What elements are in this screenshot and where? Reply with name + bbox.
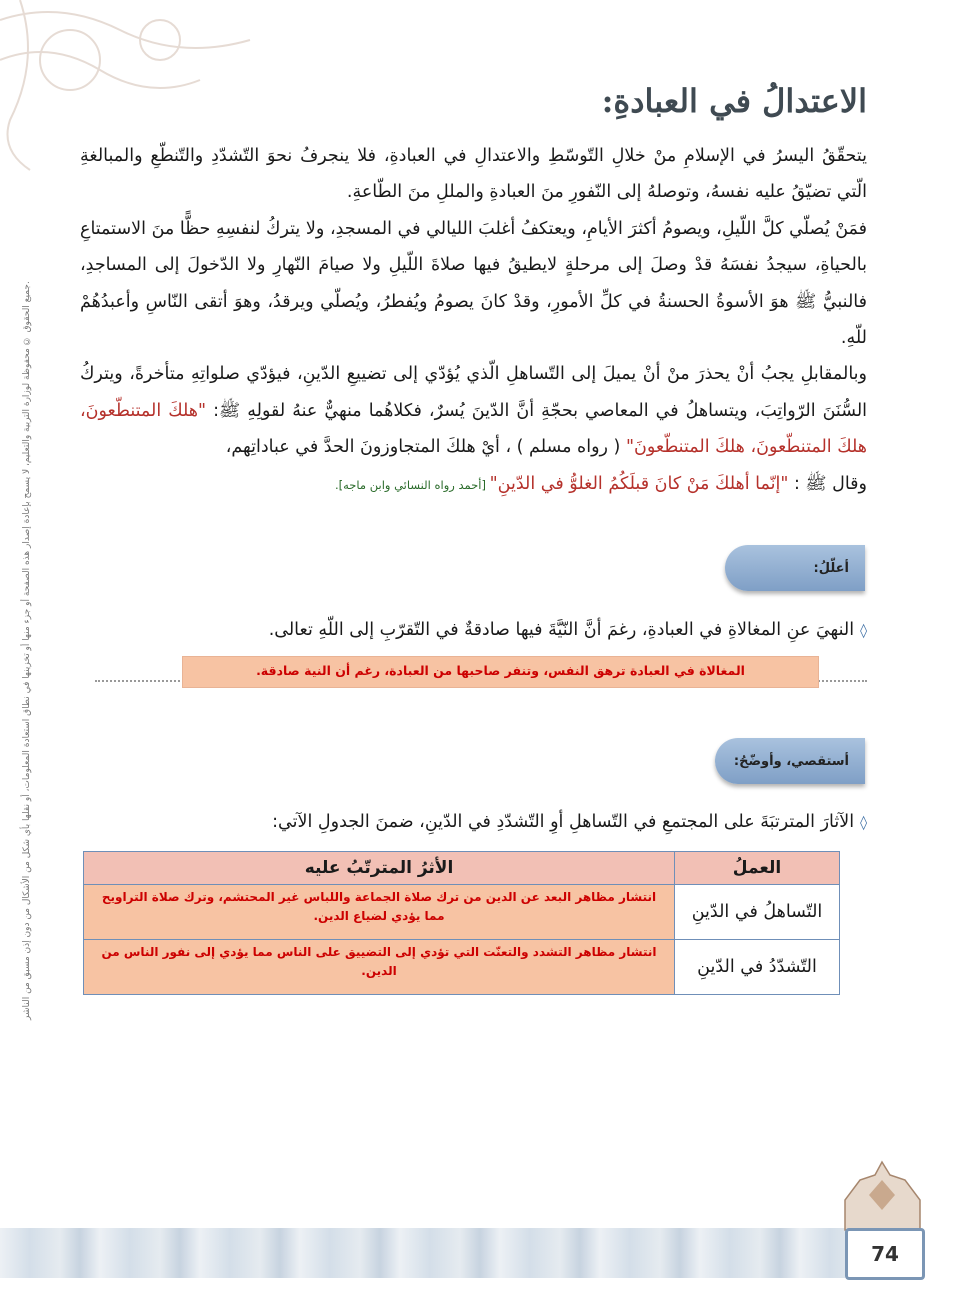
page-number: 74 [845, 1228, 925, 1280]
paragraph-4 [80, 466, 867, 503]
copyright-side-note: جميع الحقوق © محفوظة لوزارة التربية والتعليم، لا يسمح بإعادة إصدار هذه الصفحة أو جزء منها أو تخزينها في نطاق استعادة المعلومات، أو نقلها بأي شكل من الأشكال من دون إذن مسبق من الناشر. [22, 281, 32, 1020]
diamond-bullet-icon: ◊ [860, 623, 867, 639]
diamond-bullet-icon: ◊ [860, 815, 867, 831]
question-2-text: الآثارَ المترتبَةَ على المجتمعِ في التّساهلِ أوِ التّشدّدِ في الدّينِ، ضمنَ الجدولِ الآتي: [272, 812, 855, 832]
table-row [84, 940, 840, 995]
column-header-effect: الأثرُ المترتّبُ عليه [84, 852, 675, 885]
table-row [84, 885, 840, 940]
hadith-quote-1: "هلكَ المتنطّعونَ، هلكَ المتنطّعونَ، هلكَ المتنطّعونَ" [80, 400, 867, 458]
page-title: الاعتدالُ في العبادةِ: [601, 82, 867, 120]
section-tab-label: أستقصي، وأوضّحُ: [733, 753, 849, 769]
paragraph-3-end: ( رواه مسلم ) ، أيْ هلكَ المتجاوزونَ الحدَّ في عباداتِهم، [225, 437, 626, 458]
paragraph-4-start: وقال ﷺ : [788, 473, 867, 494]
hadith-quote-2: "إنّما أهلكَ مَنْ كانَ قبلَكُمُ الغلوُّ في الدّينِ" [489, 473, 789, 494]
action-cell: التّشدّدُ في الدّينِ [675, 940, 840, 995]
answer-field[interactable]: المغالاة في العبادة ترهق النفس، وتنفر صاحبها من العبادة، رغم أن النية صادقة. [182, 656, 819, 688]
column-header-action: العملُ [675, 852, 840, 885]
action-cell: التّساهلُ في الدّينِ [675, 885, 840, 940]
question-1-text: النهيَ عنِ المغالاةِ في العبادةِ، رغمَ أنَّ النّيَّةَ فيها صادقةٌ في التّقرّبِ إلى اللّهِ تعالى. [268, 620, 855, 640]
effect-answer-cell[interactable]: انتشار مظاهر البعد عن الدين من ترك صلاة الجماعة واللباس غير المحتشم، وترك صلاة التراويح مما يؤدي لضياع الدين. [84, 885, 675, 940]
effects-table [83, 851, 840, 995]
paragraph-1: يتحقّقُ اليسرُ في الإسلامِ منْ خلالِ التّوسّطِ والاعتدالِ في العبادةِ، فلا ينجرفُ نحوَ التّشدّدِ والتّنطّعِ والمبالغةِ الّتي تضيّقُ عليه نفسهُ، وتوصلهُ إلى النّفورِ منَ العبادةِ والمللِ منَ الطّاعةِ. [80, 146, 867, 203]
decorative-footer-band [0, 1228, 845, 1278]
page-ornament-icon [840, 1160, 925, 1230]
section-tab-investigate [715, 738, 865, 784]
effect-answer-cell[interactable]: انتشار مظاهر التشدد والتعنّت التي تؤدي إلى التضييق على الناس مما يؤدي إلى نفور الناس من الدين. [84, 940, 675, 995]
section-tab-justify [725, 545, 865, 591]
hadith-reference: [أحمد رواه النسائي وابن ماجه]. [335, 477, 490, 492]
question-2 [80, 812, 867, 832]
question-1 [80, 620, 867, 640]
section-tab-label: أعلّلُ: [813, 560, 849, 576]
paragraph-3-start: وبالمقابلِ يجبُ أنْ يحذرَ منْ أنْ يميلَ إلى التّساهلِ الّذي يُؤدّي إلى تضييعِ الدّينِ، فيؤدّي صلواتِهِ متأخرةً، ويتركُ السُّنَنَ الرّواتِبَ، ويتساهلُ في المعاصي بحجّةِ أنَّ الدّينَ يُسرٌ، فكلاهُما منهيٌّ عنهُ لقولِهِ ﷺ: [80, 364, 868, 421]
lesson-text [80, 138, 867, 503]
paragraph-3 [80, 356, 867, 465]
paragraph-2: فمَنْ يُصلّي كلَّ اللّيلِ، ويصومُ أكثرَ الأيامِ، ويعتكفُ أغلبَ الليالي في المسجدِ، ولا يتركُ لنفسِهِ حظًّا منَ الاستمتاعِ بالحياةِ، سيجدُ نفسَهُ قدْ وصلَ إلى مرحلةٍ لايطيقُ فيها صلاةَ اللّيلِ ولا صيامَ النّهارِ ولا الدّخولَ إلى المساجدِ، فالنبيُّ ﷺ هوَ الأسوةُ الحسنةُ في كلِّ الأمورِ، وقدْ كانَ يصومُ ويُفطرُ، ويُصلّي ويرقدُ، وهوَ أتقى النّاسِ وأعبدُهُمْ للّهِ. [80, 218, 867, 349]
